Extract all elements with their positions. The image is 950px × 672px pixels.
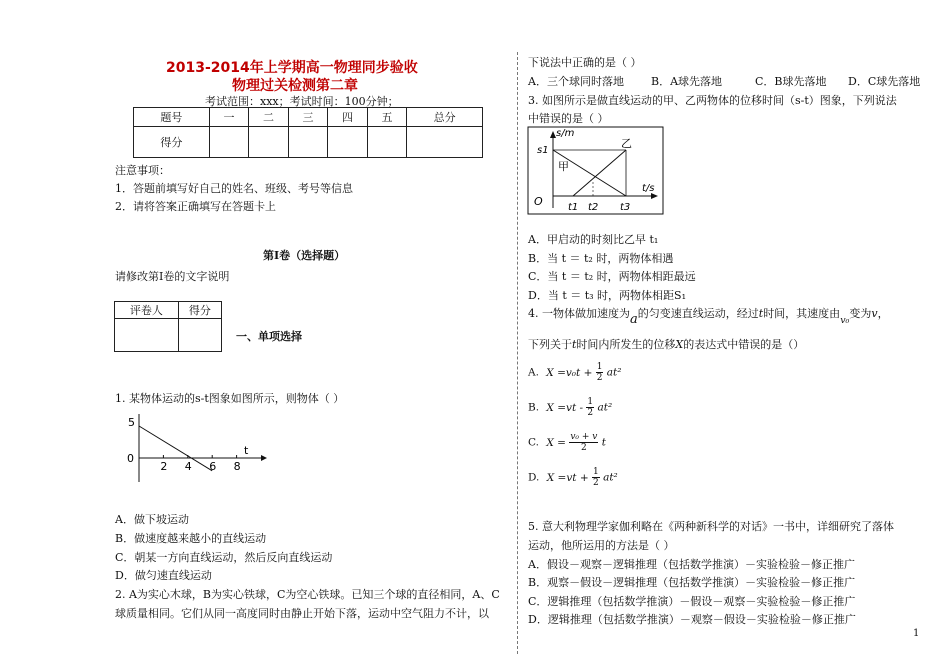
exam-subtitle: 物理过关检测第二章: [232, 78, 358, 94]
q5-option: A．假设－观察－逻辑推理（包括数学推演）－实验检验－修正推广: [528, 558, 855, 571]
q1-x-tick-label: 6: [209, 460, 217, 473]
q4-symbol-t: t: [758, 307, 764, 320]
q4-option-c: [528, 432, 606, 453]
score-cell[interactable]: [249, 127, 289, 158]
q1-x-tick-label: 2: [160, 460, 168, 473]
score-cell[interactable]: [407, 127, 483, 158]
section-title: 第I卷（选择题）: [263, 249, 346, 262]
q2-option: C．B球先落地: [755, 75, 827, 88]
q4-option-label: B.: [528, 401, 540, 414]
q4-option-b: [528, 397, 612, 418]
q4-fraction: [569, 432, 598, 453]
question-4-line2: [528, 336, 804, 352]
q4-symbol-v0: v₀: [840, 315, 850, 326]
q4-text: 的表达式中错误的是（）: [683, 338, 805, 351]
q4-formula-rhs: t: [601, 436, 606, 449]
q1-option: B．做速度越来越小的直线运动: [115, 532, 267, 545]
q4-frac-den: 2: [592, 478, 599, 488]
q5-option: C．逻辑推理（包括数学推演）－假设－观察－实验检验－修正推广: [528, 595, 856, 608]
q1-y-tick: 5: [128, 416, 135, 429]
page-number: 1: [913, 628, 920, 639]
q4-text: 下列关于: [528, 338, 572, 351]
q3-line-jia: [553, 150, 626, 196]
q5-option: D．逻辑推理（包括数学推演）－观察－假设－实验检验－修正推广: [528, 613, 856, 626]
note-item: 2．请将答案正确填写在答题卡上: [115, 200, 276, 213]
score-header-cell: 五: [367, 108, 407, 127]
q3-x-label: t/s: [642, 183, 655, 194]
q4-frac-den: 2: [596, 373, 603, 383]
q4-text: 的匀变速直线运动，经过: [637, 307, 759, 320]
q4-frac-den: 2: [587, 408, 594, 418]
q3-option: D．当 t ＝ t₃ 时，两物体相距S₁: [528, 289, 687, 302]
q1-x-arrow: [261, 455, 267, 461]
q4-symbol-x: X: [675, 338, 684, 351]
question-4-line1: [528, 305, 889, 327]
q4-symbol-t: t: [572, 338, 577, 351]
q4-formula-lhs: X =vt -: [546, 401, 584, 414]
grader-cell[interactable]: [178, 319, 221, 352]
q3-option: B．当 t ＝ t₂ 时，两物体相遇: [528, 252, 674, 265]
q4-frac-num: 1: [587, 397, 594, 407]
section-instruction: 请修改第I卷的文字说明: [115, 270, 230, 283]
score-header-cell: 三: [288, 108, 328, 127]
q2-option: A．三个球同时落地: [528, 75, 624, 88]
q3-t1-label: t1: [568, 202, 579, 213]
q4-fraction: [586, 397, 594, 418]
q3-t2-label: t2: [588, 202, 599, 213]
question-5-line: 运动，他所运用的方法是（ ）: [528, 539, 675, 552]
score-header-cell: 四: [328, 108, 368, 127]
q3-line-yi: [573, 150, 626, 196]
q4-frac-den: 2: [580, 443, 587, 453]
column-divider: [517, 52, 518, 654]
q2-option: B．A球先落地: [651, 75, 723, 88]
score-cell[interactable]: [328, 127, 368, 158]
q4-frac-num: v₀ + v: [570, 432, 598, 442]
question-2-line: 球质量相同。它们从同一高度同时由静止开始下落，运动中空气阻力不计，以: [115, 607, 489, 620]
q1-x-label: t: [244, 444, 249, 457]
question-2-line: 下说法中正确的是（ ）: [528, 56, 642, 69]
score-row-label: 得分: [134, 127, 210, 158]
q4-option-a: [528, 362, 622, 383]
q3-graph-frame: [528, 127, 663, 214]
notes-heading: 注意事项：: [115, 164, 170, 177]
q4-fraction: [596, 362, 604, 383]
q4-option-d: [528, 467, 618, 488]
grader-header-cell: 得分: [178, 302, 221, 319]
question-3-line: 中错误的是（ ）: [528, 112, 609, 125]
q1-option: A．做下坡运动: [115, 513, 189, 526]
q1-x-tick-label: 4: [184, 460, 192, 473]
score-header-cell: 一: [209, 108, 249, 127]
q3-y-label: s/m: [556, 128, 575, 139]
q4-formula-rhs: at²: [606, 366, 622, 379]
q4-formula-rhs: at²: [597, 401, 613, 414]
grader-table: [114, 301, 222, 352]
q4-option-label: C.: [528, 436, 539, 449]
score-cell[interactable]: [209, 127, 249, 158]
question-1-stem: 1. 某物体运动的s-t图象如图所示，则物体（ ）: [115, 392, 345, 405]
q4-option-label: A.: [528, 366, 539, 379]
q1-option: C．朝某一方向直线运动，然后反向直线运动: [115, 551, 333, 564]
q4-formula-rhs: at²: [603, 471, 618, 484]
q3-st-graph: [527, 126, 665, 216]
q4-option-label: D.: [528, 471, 540, 484]
note-item: 1．答题前填写好自己的姓名、班级、考号等信息: [115, 182, 353, 195]
q3-option: A．甲启动的时刻比乙早 t₁: [528, 233, 659, 246]
question-5-line: 5. 意大利物理学家伽利略在《两种新科学的对话》一书中，详细研究了落体: [528, 520, 894, 533]
exam-title: 2013-2014年上学期高一物理同步验收: [166, 60, 418, 76]
q4-formula-lhs: X =vt +: [546, 471, 589, 484]
q4-formula-lhs: X =: [546, 436, 566, 449]
grader-header-cell: 评卷人: [115, 302, 179, 319]
q1-x-tick-label: 8: [233, 460, 241, 473]
score-header-cell: 总分: [407, 108, 483, 127]
q4-text: 变为: [849, 307, 872, 320]
q4-symbol-v: v: [871, 307, 878, 320]
q5-option: B．观察－假设－逻辑推理（包括数学推演）－实验检验－修正推广: [528, 576, 856, 589]
q4-symbol-a: a: [630, 312, 638, 327]
q1-origin: 0: [127, 452, 134, 465]
q3-origin: O: [534, 195, 543, 208]
q2-option: D．C球先落地: [848, 75, 921, 88]
grader-cell[interactable]: [115, 319, 179, 352]
q3-t3-label: t3: [620, 202, 631, 213]
part-title: 一、单项选择: [236, 330, 302, 343]
score-table: [133, 107, 483, 158]
q1-option: D．做匀速直线运动: [115, 569, 212, 582]
question-3-line: 3. 如图所示是做直线运动的甲、乙两物体的位移时间（s-t）图象，下列说法: [528, 94, 897, 107]
q4-fraction: [592, 467, 600, 488]
q4-text: ，: [877, 307, 889, 320]
q4-frac-num: 1: [592, 467, 599, 477]
q3-option: C．当 t ＝ t₂ 时，两物体相距最远: [528, 270, 696, 283]
q3-jia-label: 甲: [558, 160, 569, 173]
q3-yi-label: 乙: [621, 137, 632, 150]
score-header-cell: 二: [249, 108, 289, 127]
exam-info: 考试范围：xxx；考试时间：100分钟；: [205, 95, 399, 108]
q4-text: 4. 一物体做加速度为: [528, 307, 630, 320]
q4-text: 时间内所发生的位移: [576, 338, 676, 351]
q4-frac-num: 1: [596, 362, 603, 372]
score-cell[interactable]: [288, 127, 328, 158]
q1-data-line: [139, 426, 212, 471]
q3-s1-label: s1: [537, 145, 549, 156]
score-cell[interactable]: [367, 127, 407, 158]
score-header-cell: 题号: [134, 108, 210, 127]
q4-formula-lhs: X =v₀t +: [546, 366, 593, 379]
question-2-line: 2. A为实心木球，B为实心铁球，C为空心铁球。已知三个球的直径相同，A、C: [115, 588, 500, 601]
q1-st-graph: [115, 406, 275, 486]
q4-text: 时间，其速度由: [763, 307, 841, 320]
